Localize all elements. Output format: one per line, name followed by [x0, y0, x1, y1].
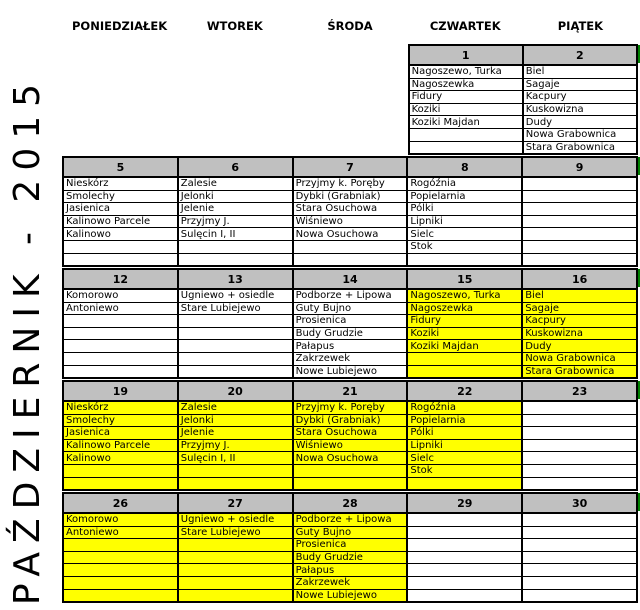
entry-cell: Pałapus: [293, 340, 408, 353]
entry-cell: Rogóźnia: [407, 401, 522, 414]
entry-cell: Dudy: [523, 116, 637, 129]
entry-cell: [293, 240, 408, 253]
entry-cell: [522, 228, 637, 241]
entry-cell: Smolechy: [63, 190, 178, 203]
entry-cell: [522, 414, 637, 427]
entry-cell: [178, 539, 293, 552]
entry-cell: [63, 240, 178, 253]
entry-cell: [63, 589, 178, 602]
entry-cell: Popielarnia: [407, 414, 522, 427]
entry-cell: Nowa Grabownica: [522, 352, 637, 365]
entry-cell: Zalesie: [178, 401, 293, 414]
entry-cell: Zakrzewek: [293, 352, 408, 365]
entry-cell: Zakrzewek: [293, 576, 408, 589]
entry-cell: Komorowo: [63, 289, 178, 302]
entry-cell: Sagaje: [523, 78, 637, 91]
entry-cell: [178, 327, 293, 340]
day-number-cell: 14: [293, 269, 408, 289]
entry-cell: Pólki: [407, 427, 522, 440]
entry-cell: [63, 464, 178, 477]
entry-cell: [522, 203, 637, 216]
entry-cell: Jelonki: [178, 190, 293, 203]
entry-cell: Jelonki: [178, 414, 293, 427]
weekday-header-monday: PONIEDZIAŁEK: [72, 19, 168, 33]
entry-cell: Smolechy: [63, 414, 178, 427]
entry-cell: Sielc: [407, 228, 522, 241]
entry-cell: Nowa Grabownica: [523, 128, 637, 141]
entry-cell: [522, 427, 637, 440]
week-table: [408, 44, 638, 155]
entry-cell: Przyjmy k. Poręby: [293, 401, 408, 414]
entry-cell: [63, 352, 178, 365]
day-number-cell: 20: [178, 381, 293, 401]
day-number-cell: 15: [407, 269, 522, 289]
entry-cell: Antoniewo: [63, 526, 178, 539]
day-number-cell: 22: [407, 381, 522, 401]
entry-cell: Zalesie: [178, 177, 293, 190]
day-number-cell: 28: [293, 493, 408, 513]
entry-cell: [407, 589, 522, 602]
entry-cell: Przyjmy J.: [178, 215, 293, 228]
entry-cell: Rogóźnia: [407, 177, 522, 190]
entry-cell: Budy Grudzie: [293, 551, 408, 564]
entry-cell: Lipniki: [407, 439, 522, 452]
entry-cell: [63, 564, 178, 577]
entry-cell: Fidury: [407, 315, 522, 328]
entry-cell: [407, 253, 522, 266]
entry-cell: Nowa Osuchowa: [293, 228, 408, 241]
entry-cell: [522, 477, 637, 490]
day-number-cell: 7: [293, 157, 408, 177]
entry-cell: Stare Lubiejewo: [178, 302, 293, 315]
entry-cell: [522, 439, 637, 452]
week-block-4: [62, 380, 638, 491]
entry-cell: [178, 365, 293, 378]
entry-cell: [407, 551, 522, 564]
entry-cell: Wiśniewo: [293, 215, 408, 228]
entry-cell: [63, 477, 178, 490]
week-block-1: [408, 44, 638, 155]
week-table: [62, 492, 638, 603]
entry-cell: [178, 340, 293, 353]
weekday-header-friday: PIĄTEK: [557, 19, 604, 33]
entry-cell: [409, 141, 523, 154]
entry-cell: [407, 513, 522, 526]
day-number-cell: 6: [178, 157, 293, 177]
entry-cell: [63, 315, 178, 328]
entry-cell: Nowe Lubiejewo: [293, 589, 408, 602]
entry-cell: Kalinowo: [63, 228, 178, 241]
entry-cell: Koziki Majdan: [407, 340, 522, 353]
entry-cell: [63, 340, 178, 353]
entry-cell: Jasienica: [63, 203, 178, 216]
entry-cell: [522, 589, 637, 602]
entry-cell: Nagoszewka: [409, 78, 523, 91]
day-number-cell: 23: [522, 381, 637, 401]
entry-cell: Nowa Osuchowa: [293, 452, 408, 465]
entry-cell: [522, 513, 637, 526]
entry-cell: Biel: [523, 65, 637, 78]
week-table: [62, 268, 638, 379]
entry-cell: [63, 253, 178, 266]
entry-cell: Nieskórz: [63, 177, 178, 190]
day-number-cell: 13: [178, 269, 293, 289]
month-title: PAŹDZIERNIK - 2015: [7, 74, 48, 606]
entry-cell: [522, 240, 637, 253]
day-number-cell: 9: [522, 157, 637, 177]
entry-cell: [522, 190, 637, 203]
entry-cell: Dudy: [522, 340, 637, 353]
day-number-cell: 30: [522, 493, 637, 513]
entry-cell: [409, 128, 523, 141]
week-block-2: [62, 156, 638, 267]
entry-cell: Ugniewo + osiedle: [178, 513, 293, 526]
entry-cell: Guty Bujno: [293, 526, 408, 539]
day-number-cell: 8: [407, 157, 522, 177]
entry-cell: Kalinowo: [63, 452, 178, 465]
entry-cell: Lipniki: [407, 215, 522, 228]
entry-cell: Pałapus: [293, 564, 408, 577]
entry-cell: Budy Grudzie: [293, 327, 408, 340]
day-number-cell: 1: [409, 45, 523, 65]
entry-cell: [522, 253, 637, 266]
entry-cell: Prosienica: [293, 539, 408, 552]
weekday-header-wednesday: ŚRODA: [327, 19, 373, 33]
entry-cell: Koziki: [409, 103, 523, 116]
entry-cell: Stare Lubiejewo: [178, 526, 293, 539]
entry-cell: [522, 576, 637, 589]
entry-cell: Kacpury: [522, 315, 637, 328]
entry-cell: [522, 177, 637, 190]
entry-cell: Podborze + Lipowa: [293, 513, 408, 526]
day-number-cell: 29: [407, 493, 522, 513]
weekday-header-tuesday: WTOREK: [206, 19, 263, 33]
entry-cell: Popielarnia: [407, 190, 522, 203]
weekday-header-row: [62, 19, 638, 34]
entry-cell: [522, 539, 637, 552]
entry-cell: [178, 352, 293, 365]
entry-cell: [178, 464, 293, 477]
entry-cell: [178, 477, 293, 490]
entry-cell: Sulęcin I, II: [178, 452, 293, 465]
entry-cell: [178, 253, 293, 266]
entry-cell: Fidury: [409, 91, 523, 104]
entry-cell: Nagoszewo, Turka: [409, 65, 523, 78]
day-number-cell: 27: [178, 493, 293, 513]
entry-cell: Jasienica: [63, 427, 178, 440]
entry-cell: Kalinowo Parcele: [63, 215, 178, 228]
day-number-cell: 21: [293, 381, 408, 401]
week-table: [62, 156, 638, 267]
entry-cell: [178, 589, 293, 602]
entry-cell: [178, 576, 293, 589]
entry-cell: [522, 215, 637, 228]
entry-cell: Kuskowizna: [523, 103, 637, 116]
entry-cell: Stara Osuchowa: [293, 427, 408, 440]
entry-cell: Kacpury: [523, 91, 637, 104]
entry-cell: [522, 401, 637, 414]
entry-cell: Jelenie: [178, 203, 293, 216]
entry-cell: Pólki: [407, 203, 522, 216]
entry-cell: [407, 526, 522, 539]
entry-cell: Stara Grabownica: [523, 141, 637, 154]
day-number-cell: 19: [63, 381, 178, 401]
day-number-cell: 26: [63, 493, 178, 513]
entry-cell: [178, 315, 293, 328]
entry-cell: [293, 253, 408, 266]
entry-cell: [522, 464, 637, 477]
entry-cell: Guty Bujno: [293, 302, 408, 315]
entry-cell: Biel: [522, 289, 637, 302]
entry-cell: Sulęcin I, II: [178, 228, 293, 241]
entry-cell: Przyjmy J.: [178, 439, 293, 452]
day-number-cell: 5: [63, 157, 178, 177]
entry-cell: [407, 352, 522, 365]
entry-cell: [63, 551, 178, 564]
weekday-header-thursday: CZWARTEK: [429, 19, 501, 33]
entry-cell: [407, 477, 522, 490]
entry-cell: Stok: [407, 464, 522, 477]
entry-cell: Sielc: [407, 452, 522, 465]
entry-cell: [407, 365, 522, 378]
entry-cell: [178, 240, 293, 253]
entry-cell: Wiśniewo: [293, 439, 408, 452]
entry-cell: Kuskowizna: [522, 327, 637, 340]
entry-cell: Nowe Lubiejewo: [293, 365, 408, 378]
entry-cell: Stok: [407, 240, 522, 253]
entry-cell: Nagoszewo, Turka: [407, 289, 522, 302]
entry-cell: Ugniewo + osiedle: [178, 289, 293, 302]
entry-cell: Antoniewo: [63, 302, 178, 315]
entry-cell: [178, 564, 293, 577]
entry-cell: Sagaje: [522, 302, 637, 315]
entry-cell: [522, 526, 637, 539]
entry-cell: [407, 539, 522, 552]
entry-cell: [63, 576, 178, 589]
entry-cell: Podborze + Lipowa: [293, 289, 408, 302]
week-block-3: [62, 268, 638, 379]
entry-cell: Nieskórz: [63, 401, 178, 414]
entry-cell: Dybki (Grabniak): [293, 414, 408, 427]
entry-cell: Prosienica: [293, 315, 408, 328]
entry-cell: [63, 365, 178, 378]
entry-cell: [522, 452, 637, 465]
entry-cell: [522, 564, 637, 577]
entry-cell: Dybki (Grabniak): [293, 190, 408, 203]
entry-cell: [63, 327, 178, 340]
entry-cell: Jelenie: [178, 427, 293, 440]
entry-cell: Komorowo: [63, 513, 178, 526]
entry-cell: [293, 477, 408, 490]
week-block-5: [62, 492, 638, 603]
entry-cell: Koziki: [407, 327, 522, 340]
entry-cell: Stara Osuchowa: [293, 203, 408, 216]
entry-cell: Stara Grabownica: [522, 365, 637, 378]
entry-cell: Przyjmy k. Poręby: [293, 177, 408, 190]
entry-cell: [63, 539, 178, 552]
week-table: [62, 380, 638, 491]
entry-cell: [293, 464, 408, 477]
entry-cell: Kalinowo Parcele: [63, 439, 178, 452]
entry-cell: [407, 576, 522, 589]
entry-cell: [178, 551, 293, 564]
entry-cell: [407, 564, 522, 577]
day-number-cell: 16: [522, 269, 637, 289]
entry-cell: [522, 551, 637, 564]
day-number-cell: 2: [523, 45, 637, 65]
entry-cell: Nagoszewka: [407, 302, 522, 315]
day-number-cell: 12: [63, 269, 178, 289]
entry-cell: Koziki Majdan: [409, 116, 523, 129]
